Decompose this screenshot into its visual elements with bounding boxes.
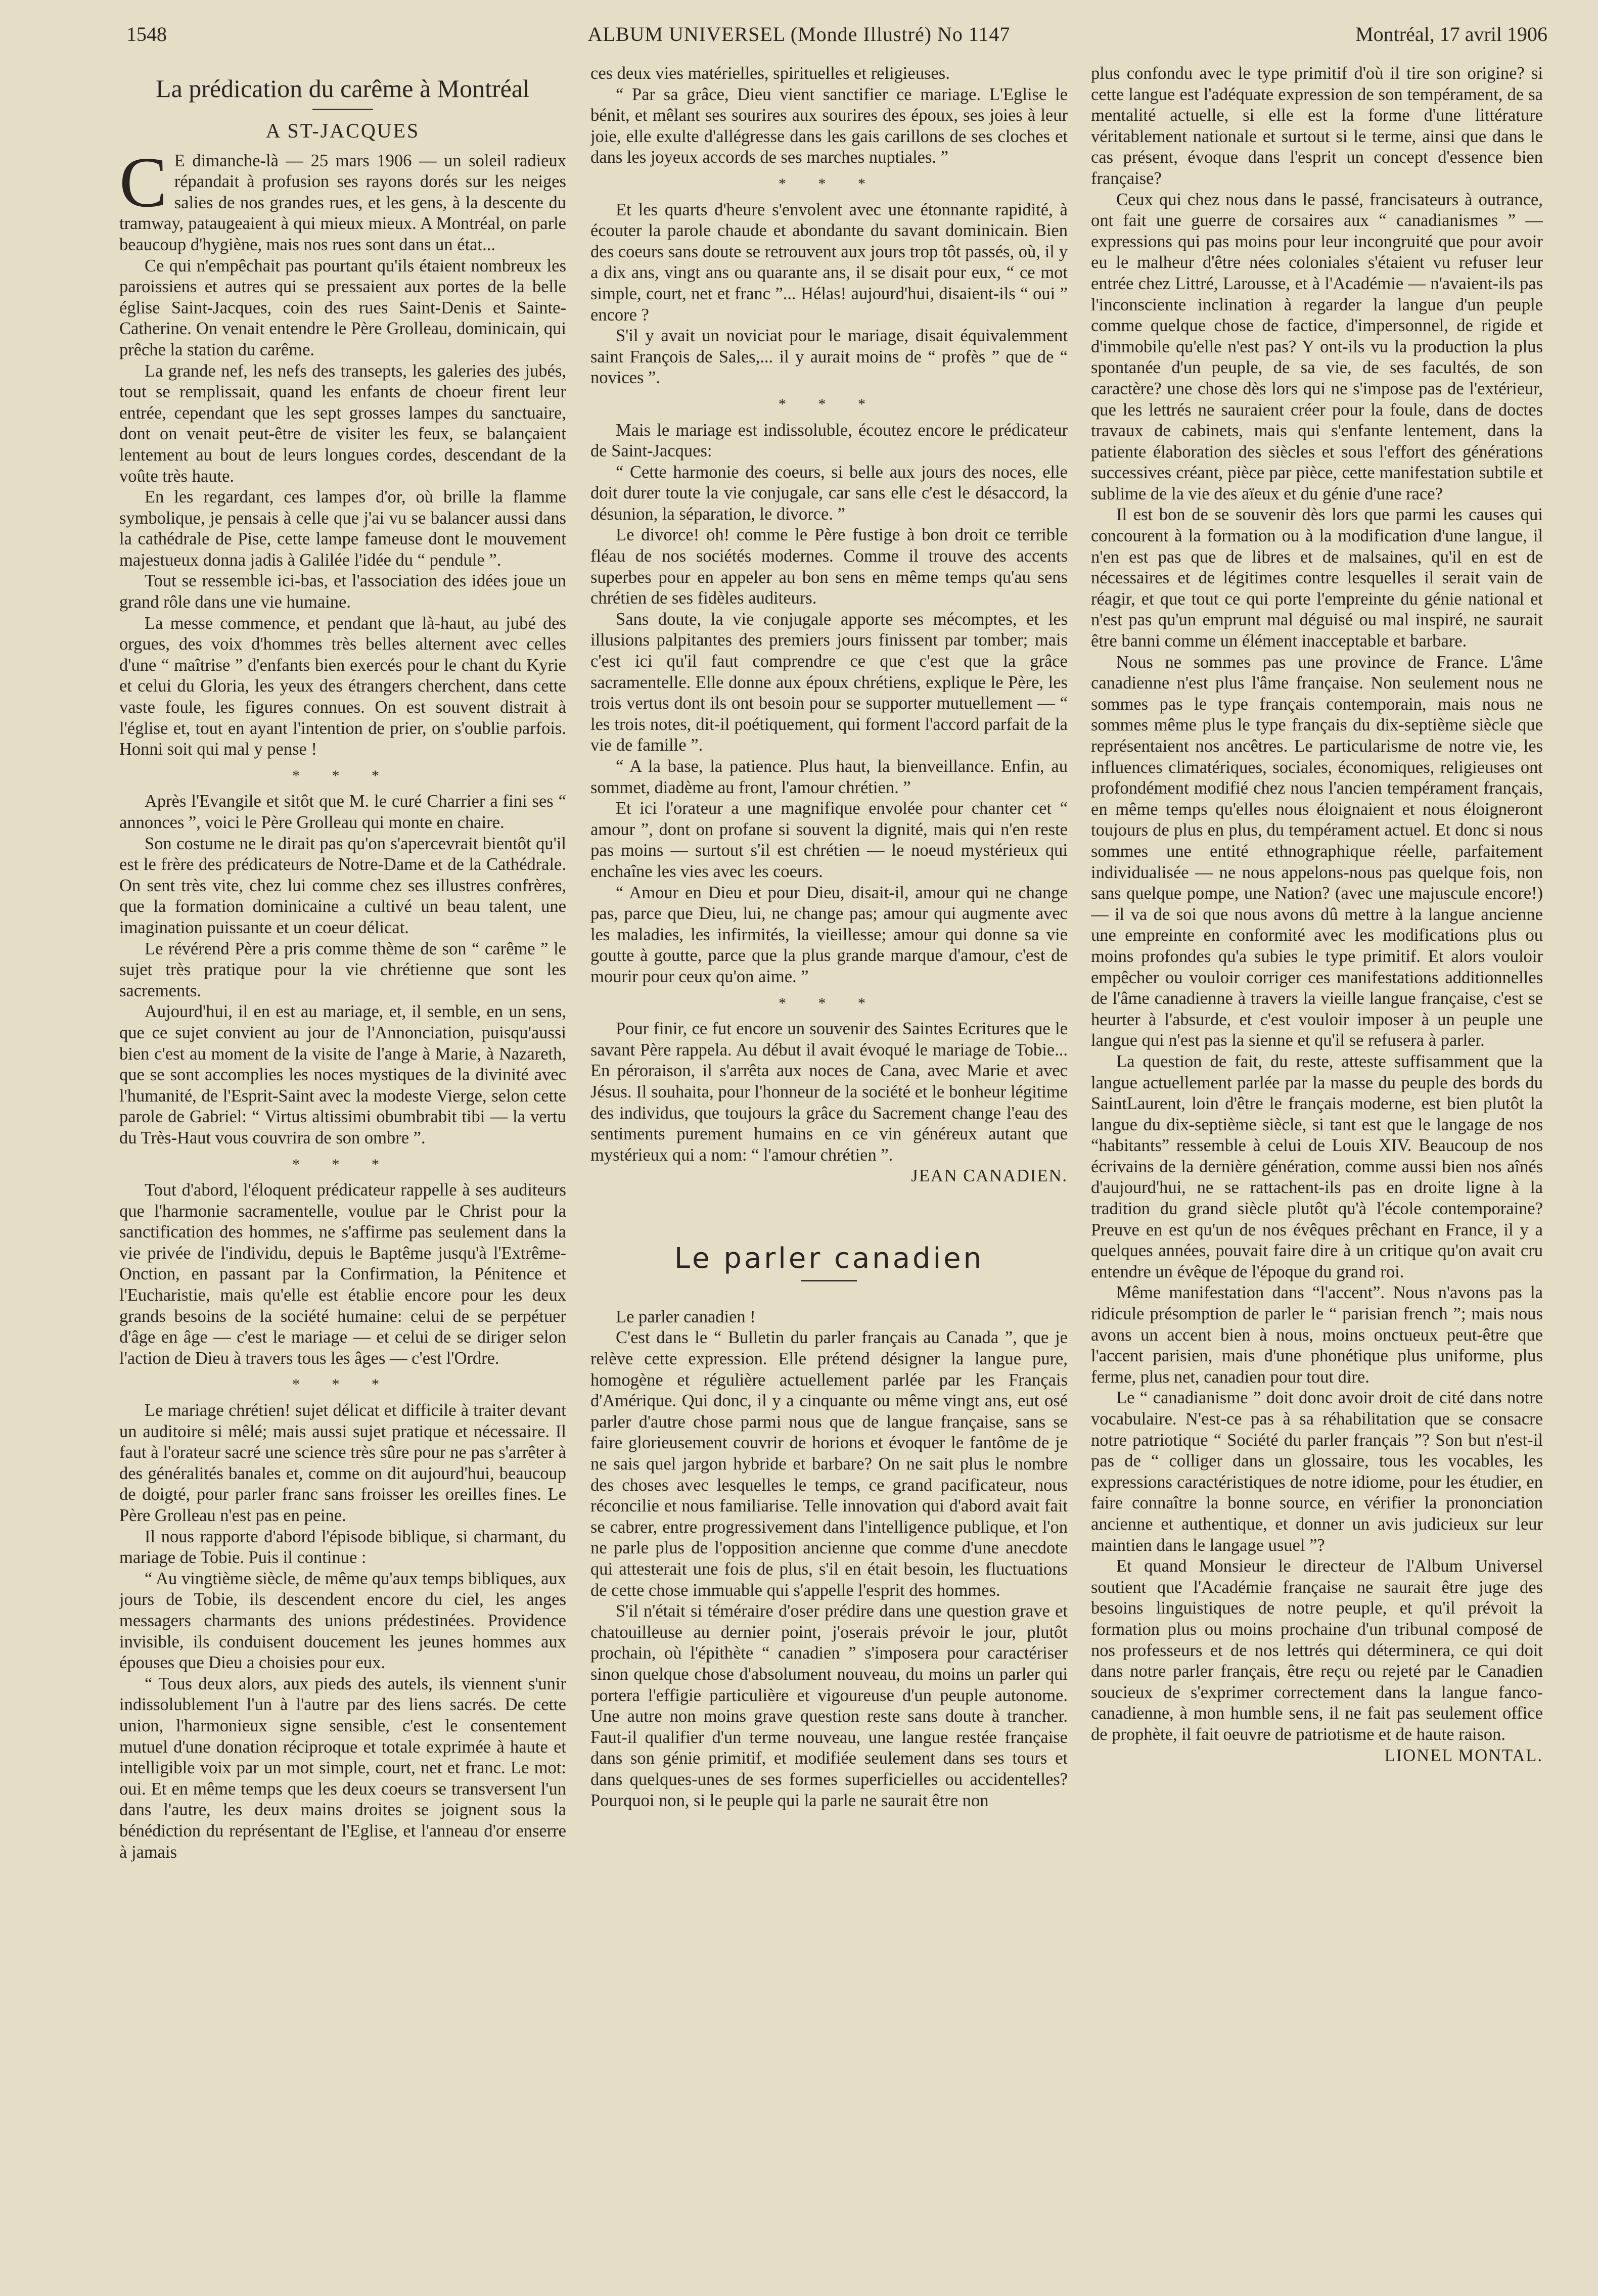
article-paragraph: “ Au vingtième siècle, de même qu'aux temps bibliques, aux jours de Tobie, ils descendent encore du ciel, les anges messagers charmants des unions prédestinées. Providence invisible, ils conduisent doucement les jeunes hommes aux épouses que Dieu a choisies pour eux.	[119, 1569, 566, 1673]
article-paragraph: Il nous rapporte d'abord l'épisode biblique, si charmant, du mariage de Tobie. Puis il continue :	[119, 1527, 566, 1568]
column-1	[119, 63, 566, 2276]
article-paragraph: Tout se ressemble ici-bas, et l'association des idées joue un grand rôle dans une vie humaine.	[119, 571, 566, 612]
article-paragraph: plus confondu avec le type primitif d'où il tire son origine? si cette langue est l'adéquate expression de son tempérament, de sa mentalité actuelle, si elle est la forme d'une littérature véritablement nationale et surtout si le terme, ainsi que dans le cas présent, évoque dans l'esprit un concept d'essence bien française?	[1091, 64, 1543, 188]
article-paragraph: C'est dans le “ Bulletin du parler français au Canada ”, que je relève cette expression. Elle prétend désigner la langue pure, homogène et régulière actuellement parlée par les Français d'Amérique. Qui donc, il y a cinquante ou même vingt ans, eut osé parler d'autre chose parmi nous que de langue française, sans se faire glorieusement couvrir de horions et évoquer le fantôme de je ne sais quel jargon hybride et barbare? On ne sait plus le nombre des choses avec lesquelles le temps, ce grand pacificateur, nous réconcilie et nous familiarise. Telle innovation qui d'abord avait fait se cabrer, entre progressivement dans l'intelligence publique, et l'on ne parle plus de l'opposition ancienne que comme d'une anecdote qui attesterait une fois de plus, s'il en était besoin, les fluctuations de cette chose immuable qui s'appelle l'esprit des hommes.	[590, 1328, 1068, 1600]
article-paragraph: La messe commence, et pendant que là-haut, au jubé des orgues, des voix d'hommes très belles alternent avec celles d'une “ maîtrise ” d'enfants bien exercés pour le chant du Kyrie et celui du Gloria, les yeux des étrangers cherchent, dans cette vaste foule, les figures connues. On est souvent distrait à l'église et, tout en ayant l'intention de prier, on s'oublie parfois. Honni soit qui mal y pense !	[119, 613, 566, 759]
article-paragraph: Et quand Monsieur le directeur de l'Album Universel soutient que l'Académie française ne saurait être juge des besoins linguistiques de notre peuple, et qu'il prévoit la formation plus ou moins prochaine d'un tribunal composé de nos professeurs et de nos lettrés qui déterminera, ce qui doit dans notre parler français, être reçu ou rejeté par le Canadien soucieux de s'exprimer correctement dans la langue fanco-canadienne, à mon humble sens, il ne fait pas seulement office de prophète, il fait oeuvre de patriotisme et de haute raison.	[1091, 1556, 1543, 1744]
article-paragraph: Mais le mariage est indissoluble, écoutez encore le prédicateur de Saint-Jacques:	[590, 420, 1068, 461]
title-rule	[801, 1280, 857, 1281]
article-paragraph: Tout d'abord, l'éloquent prédicateur rappelle à ses auditeurs que l'harmonie sacramentelle, voulue par le Christ pour la sanctification des hommes, ne s'affirme pas seulement dans la vie privée de l'individu, depuis le Baptême jusqu'à l'Extrême-Onction, en passant par la Confirmation, la Pénitence et l'Eucharistie, mais qu'elle est établie encore pour les deux grands besoins de la société humaine: celui de se perpétuer d'âge en âge — c'est le mariage — et celui de se diriger selon l'action de Dieu à travers tous les âges — c'est l'Ordre.	[119, 1180, 566, 1368]
spacer	[590, 1187, 1068, 1243]
article-title: La prédication du carême à Montréal	[156, 74, 530, 103]
page-header	[0, 22, 1598, 58]
article-paragraph: Son costume ne le dirait pas qu'on s'apercevrait bientôt qu'il est le frère des prédicateurs de Notre-Dame et de la Cathédrale. On sent très vite, chez lui comme chez ses illustres confrères, que la formation dominicaine a cultivé un beau talent, une imagination puissante et un coeur délicat.	[119, 834, 566, 937]
article-paragraph: Nous ne sommes pas une province de France. L'âme canadienne n'est plus l'âme française. Non seulement nous ne sommes pas le type français contemporain, mais nous ne sommes même plus le type français du dix-septième siècle que représentaient nos ancêtres. Le particularisme de notre vie, les influences climatériques, sociales, économiques, religieuses ont profondément modifié chez nous l'ancien tempérament français, en même temps qu'elles nous éloignaient et nous éloigneront toujours de plus en plus, du tempérament actuel. Et donc si nous sommes une entité ethnographique réelle, parfaitement individualisée — ne nous appelons-nous pas quelque fois, non sans quelque pompe, une Nation? (avec une majuscule encore!) — il va de soi que nous avons dû mettre à la langue ancienne une empreinte en conformité avec les modifications plus ou moins profondes qu'a subies le type primitif. Et alors vouloir empêcher ou vouloir corriger ces manifestations additionnelles de l'âme canadienne à travers la vieille langue française, c'est se heurter à l'absurde, et c'est vouloir imposer à un peuple une langue qui n'est pas la sienne et qu'il se refusera à parler.	[1091, 652, 1543, 1050]
article-paragraph: “ Par sa grâce, Dieu vient sanctifier ce mariage. L'Eglise le bénit, et mêlant ses sourires aux sourires des époux, ses joies à leur joie, elle exulte d'allégresse dans les gais carillons de ses cloches et dans les joyeux accords de ses marches nuptiales. ”	[590, 84, 1068, 167]
article-title: Le parler canadien	[674, 1242, 984, 1275]
article-paragraph: Et les quarts d'heure s'envolent avec une étonnante rapidité, à écouter la parole chaude et abondante du savant dominicain. Bien des coeurs sans doute se retrouvent aux jours trop tôt passés, où, il y a dix ans, vingt ans ou quarante ans, il se disait pour eux, “ ce mot simple, court, net et franc ”... Hélas! aujourd'hui, disaient-ils “ oui ” encore ?	[590, 200, 1068, 325]
article-paragraph: S'il y avait un noviciat pour le mariage, disait équivalemment saint François de Sales,... il y aurait moins de “ profès ” que de “ novices ”.	[590, 326, 1068, 388]
article-paragraph: ces deux vies matérielles, spirituelles et religieuses.	[590, 64, 950, 83]
article-paragraph: Le “ canadianisme ” doit donc avoir droit de cité dans notre vocabulaire. N'est-ce pas à sa réhabilitation que se consacre notre patriotique “ Société du parler français ”? Son but n'est-il pas de “ colliger dans un glossaire, tous les vocables, les expressions caractéristiques de notre idiome, pour les étudier, en faire connaître la bonne source, en vérifier la prononciation ancienne et authentique, et donner un avis judicieux sur leur maintien dans le langage usuel ”?	[1091, 1388, 1543, 1555]
article-paragraph: Même manifestation dans “l'accent”. Nous n'avons pas la ridicule présomption de parler le “ parisian french ”; mais nous avons un accent bien à nous, moins onctueux peut-être que l'accent parisien, mais d'une phonétique plus uniforme, plus ferme, plus net, canadien pour tout dire.	[1091, 1283, 1543, 1387]
article-paragraph: Aujourd'hui, il en est au mariage, et, il semble, en un sens, que ce sujet convient au jour de l'Annonciation, puisqu'aussi bien c'est au moment de la visite de l'ange à Marie, à Nazareth, que se sont accomplies les noces mystiques de la divinité avec l'humanité, de l'Esprit-Saint avec la modeste Vierge, selon cette parole de Gabriel: “ Virtus altissimi obumbrabit tibi — la vertu du Très-Haut vous couvrira de son ombre ”.	[119, 1002, 566, 1147]
article-paragraph: Ceux qui chez nous dans le passé, francisateurs à outrance, ont fait une guerre de corsaires aux “ canadianismes ” — expressions qui pas moins pour leur incongruité que pour avoir eu le malheur d'être nées coloniales s'étaient vu refuser leur entrée chez Littré, Larousse, et à l'Académie — n'avaient-ils pas l'inconsciente inclination à regarder la langue d'un peuple comme quelque chose de factice, d'impersonnel, de rigide et d'immobile qu'elle n'est pas? Y ont-ils vu la production la plus spontanée d'un peuple, de sa vie, de ses facultés, de son caractère? une chose dès lors qui ne s'impose pas de l'extérieur, que les lettrés ne sauraient créer pour la foule, dans de doctes travaux de cabinets, mais qui s'enfante lentement, dans la patiente élaboration des siècles et sous l'effort des générations successives créant, pièce par pièce, cette manifestation subtile et sublime de la vie des aïeux et du génie d'une race?	[1091, 190, 1543, 503]
article-paragraph: Il est bon de se souvenir dès lors que parmi les causes qui concourent à la formation ou à la modification d'une langue, il n'en est pas que de libres et de malsaines, qu'il en est de nécessaires et de légitimes contre lesquelles il serait vain de réagir, et que tout ce qui porte l'empreinte du génie national et n'est pas qu'un emprunt mal déguisé ou mal inspiré, ne saurait être banni comme un élément inacceptable et barbare.	[1091, 505, 1543, 651]
article-paragraph: Pour finir, ce fut encore un souvenir des Saintes Ecritures que le savant Père rappela. Au début il avait évoqué le mariage de Tobie... En péroraison, il s'arrêta aux noces de Cana, avec Marie et avec Jésus. Il souhaita, pour l'honneur de la société et le bonheur légitime des individus, que toujours la grâce du Sacrement change l'eau des sentiments purement humains en ce vin généreux autant que mystérieux qui a nom: “ l'amour chrétien ”.	[590, 1019, 1068, 1165]
article-paragraph: En les regardant, ces lampes d'or, où brille la flamme symbolique, je pensais à celle que j'ai vu se balancer aussi dans la cathédrale de Pise, cette lampe fameuse dont le mouvement majestueux donna jadis à Galilée l'idée du “ pendule ”.	[119, 487, 566, 570]
section-separator: * * *	[292, 1376, 393, 1393]
article-paragraph: “ Tous deux alors, aux pieds des autels, ils viennent s'unir indissolublement l'un à l'autre par des liens sacrés. De cette union, l'harmonieux signe sensible, c'est le consentement mutuel d'une donation réciproque et totale exprimée à haute et intelligible voix par un mot simple, court, net et franc. Le mot: oui. Et en même temps que les deux coeurs se transversent l'un dans l'autre, les deux mains droites se joignent sous la bénédiction du représentant de l'Eglise, et l'anneau d'or enserre à jamais	[119, 1674, 566, 1862]
column-3	[1091, 63, 1543, 2276]
author-signature: LIONEL MONTAL.	[1384, 1746, 1543, 1765]
article-paragraph: Ce qui n'empêchait pas pourtant qu'ils étaient nombreux les paroissiens et autres qui se pressaient aux portes de la belle église Saint-Jacques, coin des rues Saint-Denis et Sainte-Catherine. On venait entendre le Père Grolleau, dominicain, qui prêche la station du carême.	[119, 256, 566, 359]
issue-date: Montréal, 17 avril 1906	[1355, 23, 1547, 45]
column-2	[590, 63, 1068, 2276]
article-paragraph: “ Cette harmonie des coeurs, si belle aux jours des noces, elle doit durer toute la vie conjugale, car sans elle c'est le désaccord, la désunion, la séparation, le divorce. ”	[590, 462, 1068, 524]
title-rule	[312, 109, 373, 110]
section-separator: * * *	[292, 767, 393, 784]
article-paragraph: Sans doute, la vie conjugale apporte ses mécomptes, et les illusions palpitantes des premiers jours finissent par tomber; mais c'est ici qu'il faut comprendre ce que c'est que la grâce sacramentelle. Elle donne aux époux chrétiens, explique le Père, les trois vertus dont ils ont besoin pour se supporter mutuellement — “ les trois notes, dit-il poétiquement, qui forment l'accord parfait de la vie de famille ”.	[590, 609, 1068, 755]
drop-cap: C	[119, 142, 167, 222]
article-paragraph: La question de fait, du reste, atteste suffisamment que la langue actuellement parlée par la masse du peuple des bords du SaintLaurent, loin d'être le français moderne, est bien plutôt la langue du dix-septième siècle, si tant est que le langage de nos “habitants” ressemble à celui de Louis XIV. Beaucoup de nos écrivains de la dernière génération, comme aussi bien nos aînés d'aujourd'hui, ne se rattachent-ils pas en droite ligne à la tradition du grand siècle plutôt qu'à l'école contemporaine? Preuve en est qu'un de nos évêques prêchant en France, il y a quelques années, pouvait faire dire à un critique qu'on avait cru entendre un évêque de l'époque du grand roi.	[1091, 1051, 1543, 1281]
section-separator: * * *	[779, 994, 880, 1012]
article-paragraph: Le parler canadien !	[616, 1307, 756, 1326]
article-subtitle: A ST-JACQUES	[265, 119, 420, 142]
section-separator: * * *	[779, 175, 880, 192]
article-paragraph: Le divorce! oh! comme le Père fustige à bon droit ce terrible fléau de nos sociétés modernes. Comme il trouve des accents superbes pour en appeler au bon sens en même temps qu'au sens chrétien de ses fidèles auditeurs.	[590, 525, 1068, 608]
author-signature: JEAN CANADIEN.	[911, 1166, 1068, 1186]
article-paragraph: “ A la base, la patience. Plus haut, la bienveillance. Enfin, au sommet, diadème au front, l'amour chrétien. ”	[590, 757, 1068, 797]
article-paragraph: C E dimanche-là — 25 mars 1906 — un soleil radieux répandait à profusion ses rayons dorés sur les neiges salies de nos grandes rues, et les gens, à la descente du tramway, pataugeaient à qui mieux mieux. A Montréal, on parle beaucoup d'hygiène, mais nos rues sont dans un état...	[119, 142, 566, 254]
publication-title: ALBUM UNIVERSEL (Monde Illustré) No 1147	[587, 23, 1011, 45]
page-number: 1548	[126, 23, 167, 45]
article-paragraph: La grande nef, les nefs des transepts, les galeries des jubés, tout se remplissait, quand les enfants de choeur firent leur entrée, cependant que les sept grosses lampes du sanctuaire, dont on venait peut-être de visiter les feux, se balançaient lentement au bout de leurs longues cordes, descendant de la voûte très haute.	[119, 361, 566, 486]
section-separator: * * *	[779, 395, 880, 412]
section-separator: * * *	[292, 1156, 393, 1173]
article-paragraph: Le révérend Père a pris comme thème de son “ carême ” le sujet très pratique pour la vie chrétienne que sont les sacrements.	[119, 939, 566, 1000]
article-paragraph: “ Amour en Dieu et pour Dieu, disait-il, amour qui ne change pas, parce que Dieu, lui, ne change pas; amour qui augmente avec les maladies, les infirmités, la vieillesse; amour qui donne sa vie goutte à goutte, parce que la plus grande marque d'amour, c'est de mourir pour ceux qu'on aime. ”	[590, 883, 1068, 986]
article-paragraph: S'il n'était si téméraire d'oser prédire dans une question grave et chatouilleuse au dernier point, j'oserais prévoir le jour, plutôt prochain, où l'épithète “ canadien ” s'imposera pour caractériser sinon quelque chose d'absolument nouveau, du moins un parler qui portera l'effigie particulière et vigoureuse d'un peuple autonome. Une autre non moins grave question reste sans doute à trancher. Faut-il qualifier d'un terme nouveau, une langue restée française dans son génie primitif, et modifiée seulement dans ses tours et dans quelques-unes de ses formes superficielles ou accidentelles? Pourquoi non, si le peuple qui la parle ne saurait être non	[590, 1601, 1068, 1810]
article-paragraph: Et ici l'orateur a une magnifique envolée pour chanter cet “ amour ”, dont on profane si souvent la dignité, mais qui n'en reste pas moins — surtout s'il est chrétien — le noeud mystérieux qui enchaîne les vies avec les coeurs.	[590, 799, 1068, 881]
article-paragraph: Le mariage chrétien! sujet délicat et difficile à traiter devant un auditoire si mêlé; mais aussi sujet pratique et nécessaire. Il faut à l'orateur sacré une science très sûre pour ne pas s'arrêter à des généralités banales et, comme on dit aujourd'hui, beaucoup de doigté, pour parler franc sans froisser les oreilles fines. Le Père Grolleau n'est pas en peine.	[119, 1401, 566, 1525]
article-paragraph: Après l'Evangile et sitôt que M. le curé Charrier a fini ses “ annonces ”, voici le Père Grolleau qui monte en chaire.	[119, 792, 566, 832]
